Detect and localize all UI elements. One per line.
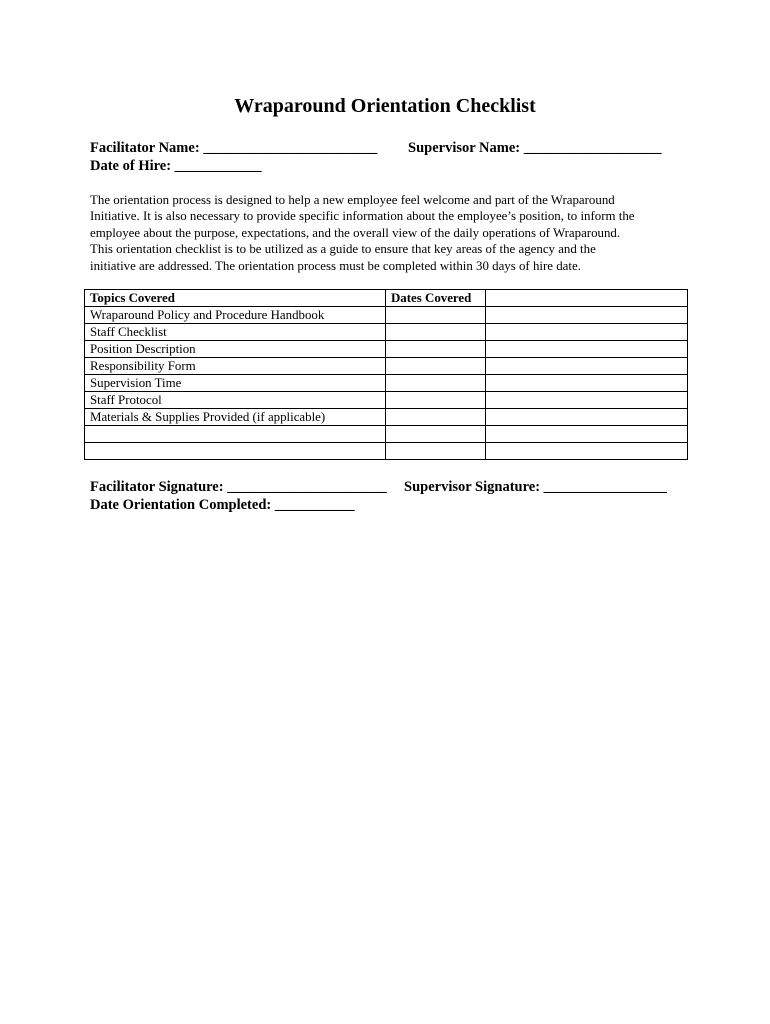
topic-cell: Staff Protocol [85,392,386,409]
extra-cell[interactable] [486,324,688,341]
topic-cell: Materials & Supplies Provided (if applicable) [85,409,386,426]
header-dates-covered: Dates Covered [386,290,486,307]
document-title: Wraparound Orientation Checklist [234,95,536,117]
extra-cell[interactable] [486,392,688,409]
extra-cell[interactable] [486,307,688,324]
topic-cell[interactable] [85,443,386,460]
topic-cell: Wraparound Policy and Procedure Handbook [85,307,386,324]
date-cell[interactable] [386,341,486,358]
header-blank [486,290,688,307]
intro-line: Initiative. It is also necessary to provide specific information about the employee’s position, to inform the [90,209,635,224]
extra-cell[interactable] [486,443,688,460]
intro-line: initiative are addressed. The orientation process must be completed within 30 days of hire date. [90,258,581,273]
extra-cell[interactable] [486,409,688,426]
intro-line: The orientation process is designed to help a new employee feel welcome and part of the Wraparound [90,193,615,207]
date-of-hire-field[interactable]: Date of Hire: ____________ [90,158,262,174]
table-row [85,358,688,375]
date-cell[interactable] [386,443,486,460]
topic-cell: Responsibility Form [85,358,386,375]
supervisor-signature-field[interactable]: Supervisor Signature: _________________ [404,479,667,495]
extra-cell[interactable] [486,426,688,443]
facilitator-name-field[interactable]: Facilitator Name: ________________________ [90,140,378,156]
extra-cell[interactable] [486,375,688,392]
table-row [85,443,688,460]
supervisor-name-field[interactable]: Supervisor Name: ___________________ [408,140,662,156]
orientation-checklist-table [84,289,688,460]
facilitator-signature-field[interactable]: Facilitator Signature: ______________________ [90,479,387,495]
table-row [85,392,688,409]
date-cell[interactable] [386,392,486,409]
table-row [85,324,688,341]
header-topics-covered: Topics Covered [85,290,386,307]
extra-cell[interactable] [486,358,688,375]
topic-cell: Staff Checklist [85,324,386,341]
table-row [85,426,688,443]
date-cell[interactable] [386,324,486,341]
date-cell[interactable] [386,409,486,426]
table-row [85,409,688,426]
topic-cell: Supervision Time [85,375,386,392]
date-cell[interactable] [386,426,486,443]
table-header-row [85,290,688,307]
topic-cell: Position Description [85,341,386,358]
table-row [85,341,688,358]
date-cell[interactable] [386,375,486,392]
topic-cell[interactable] [85,426,386,443]
date-cell[interactable] [386,358,486,375]
intro-line: This orientation checklist is to be utilized as a guide to ensure that key areas of the agency and the [90,242,596,257]
date-orientation-completed-field[interactable]: Date Orientation Completed: ___________ [90,497,355,513]
extra-cell[interactable] [486,341,688,358]
intro-paragraph [90,192,690,274]
date-cell[interactable] [386,307,486,324]
table-row [85,307,688,324]
table-row [85,375,688,392]
intro-line: employee about the purpose, expectations, and the overall view of the daily operations of Wraparound. [90,225,621,240]
